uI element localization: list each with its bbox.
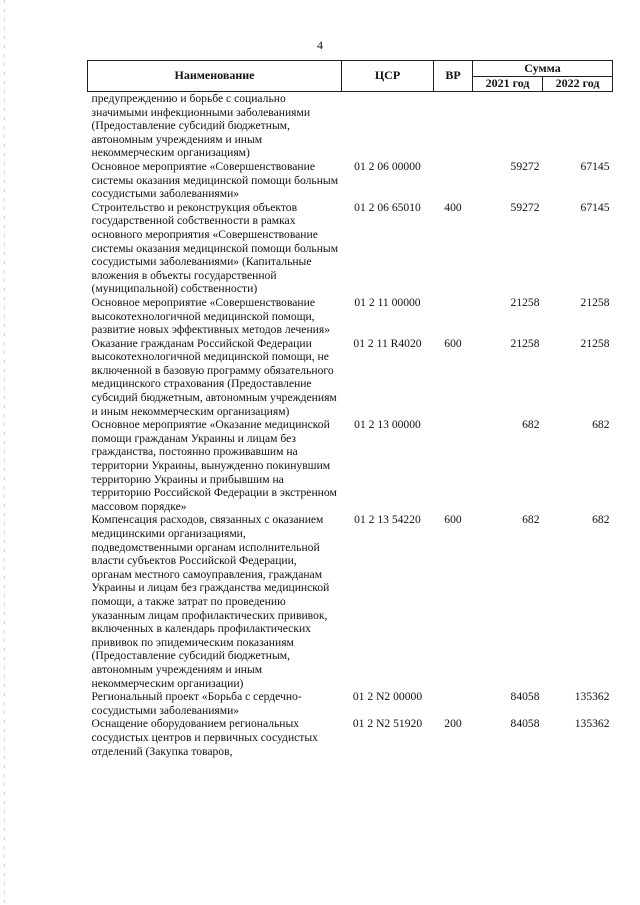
row-sum-2022: 135362 <box>574 690 610 704</box>
header-vr: ВР <box>434 61 473 92</box>
table-header <box>88 61 613 92</box>
row-csr: 01 2 N2 51920 <box>352 717 423 731</box>
row-csr: 01 2 06 65010 <box>354 200 421 214</box>
row-name: Основное мероприятие «Совершенствование системы оказания медицинской помощи больным сосудистыми заболеваниями» <box>91 159 339 201</box>
row-csr: 01 2 06 00000 <box>354 159 421 173</box>
row-sum-2022: 682 <box>592 513 610 527</box>
row-sum-2021: 682 <box>522 418 540 432</box>
row-name: Оказание гражданам Российской Федерации высокотехнологичной медицинской помощи, не включенной в базовую программу обязательного медицинского страхования (Предоставление субсидий бюджетным, автономным учреждениям и иным некоммерческим организациям) <box>91 336 337 418</box>
header-csr: ЦСР <box>342 61 434 92</box>
page-number: 4 <box>317 38 323 52</box>
table-row <box>88 717 613 758</box>
row-csr: 01 2 13 54220 <box>354 513 421 527</box>
row-name: Строительство и реконструкция объектов государственной собственности в рамках основного мероприятия «Совершенствование системы оказания медицинской помощи больным сосудистыми заболеваниями» (Капитальные вложения в объекты государственной (муниципальной) собственности) <box>91 200 339 296</box>
row-csr: 01 2 11 R4020 <box>353 336 422 350</box>
table-row <box>88 513 613 690</box>
header-name: Наименование <box>88 61 342 92</box>
row-csr: 01 2 13 00000 <box>354 418 421 432</box>
row-sum-2022: 135362 <box>574 717 610 731</box>
header-sum: Сумма <box>473 61 613 77</box>
row-sum-2022: 67145 <box>580 200 610 214</box>
table-row <box>88 160 613 201</box>
table-row <box>88 418 613 513</box>
row-vr: 200 <box>444 717 462 731</box>
row-sum-2022: 21258 <box>580 336 610 350</box>
row-name: Основное мероприятие «Совершенствование высокотехнологичной медицинской помощи, развитие новых эффективных методов лечения» <box>91 295 330 337</box>
row-vr <box>434 160 473 201</box>
row-sum-2021: 84058 <box>510 690 540 704</box>
row-csr: 01 2 N2 00000 <box>352 690 423 704</box>
row-sum-2022: 21258 <box>580 295 610 309</box>
row-sum-2021: 59272 <box>510 159 540 173</box>
row-sum-2021: 21258 <box>510 336 540 350</box>
row-sum-2022: 682 <box>592 418 610 432</box>
row-csr <box>342 92 434 160</box>
row-sum-2022 <box>543 92 613 160</box>
table-row <box>88 690 613 717</box>
row-vr <box>434 92 473 160</box>
row-name: Основное мероприятие «Оказание медицинской помощи гражданам Украины и лицам без гражданства, постоянно проживавшим на территории Украины, вынужденно покинувшим территорию Украины и прибывшим на территорию Российской Федерации в экстренном массовом порядке» <box>91 418 337 513</box>
row-vr <box>434 690 473 717</box>
row-csr: 01 2 11 00000 <box>354 295 421 309</box>
row-name: предупреждению и борьбе с социально значимыми инфекционными заболеваниями (Предоставление субсидий бюджетным, автономным учреждениям и иным некоммерческим организациям) <box>91 92 311 160</box>
row-vr: 400 <box>444 200 462 214</box>
row-sum-2021: 84058 <box>510 717 540 731</box>
row-sum-2022: 67145 <box>580 159 610 173</box>
row-vr <box>434 418 473 513</box>
budget-table <box>87 60 613 758</box>
row-vr: 600 <box>444 513 462 527</box>
row-sum-2021: 59272 <box>510 200 540 214</box>
table-row <box>88 296 613 337</box>
row-name: Компенсация расходов, связанных с оказанием медицинскими организациями, подведомственными органам исполнительной власти субъектов Российской Федерации, органам местного самоуправления, гражданам Украины и лицам без гражданства медицинской помощи, а также затрат по проведению указанным лицам профилактических прививок, включенных в календарь профилактических прививок по эпидемическим показаниям (Предоставление субсидий бюджетным, автономным учреждениям и иным некоммерческим организации) <box>91 513 330 690</box>
row-sum-2021 <box>473 92 543 160</box>
header-year-2021: 2021 год <box>473 77 543 92</box>
header-year-2022: 2022 год <box>543 77 613 92</box>
table-row <box>88 337 613 419</box>
table-row <box>88 201 613 296</box>
row-sum-2021: 21258 <box>510 295 540 309</box>
table-body <box>88 92 613 759</box>
row-sum-2021: 682 <box>522 513 540 527</box>
row-name: Региональный проект «Борьба с сердечно-сосудистыми заболеваниями» <box>91 690 302 717</box>
row-vr: 600 <box>444 336 462 350</box>
scan-edge-artifact <box>4 0 5 905</box>
table-row <box>88 92 613 160</box>
row-name: Оснащение оборудованием региональных сосудистых центров и первичных сосудистых отделений (Закупка товаров, <box>91 717 318 758</box>
row-vr <box>434 296 473 337</box>
